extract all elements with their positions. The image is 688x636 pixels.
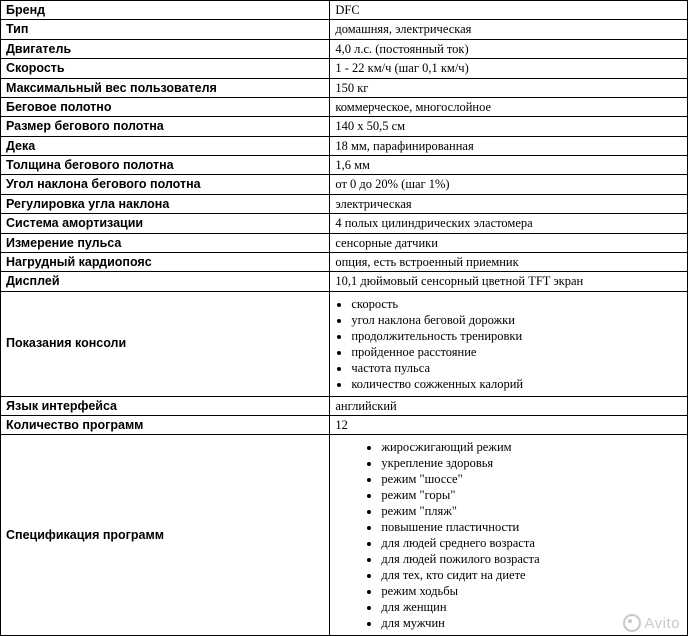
row-value xyxy=(330,291,688,396)
row-value: сенсорные датчики xyxy=(330,233,688,252)
row-label: Тип xyxy=(1,20,330,39)
row-value: домашняя, электрическая xyxy=(330,20,688,39)
row-label: Размер бегового полотна xyxy=(1,117,330,136)
table-row xyxy=(1,78,688,97)
row-label: Бренд xyxy=(1,1,330,20)
console-readouts-list xyxy=(335,296,682,392)
row-value: коммерческое, многослойное xyxy=(330,97,688,116)
row-value: 18 мм, парафинированная xyxy=(330,136,688,155)
row-value: 4,0 л.с. (постоянный ток) xyxy=(330,39,688,58)
list-item: • для женщин xyxy=(381,599,682,615)
list-item: • режим "пляж" xyxy=(381,503,682,519)
table-row xyxy=(1,291,688,396)
list-item: • пройденное расстояние xyxy=(351,344,682,360)
list-item: • продолжительность тренировки xyxy=(351,328,682,344)
list-item: • режим "горы" xyxy=(381,487,682,503)
row-label: Максимальный вес пользователя xyxy=(1,78,330,97)
row-value: 150 кг xyxy=(330,78,688,97)
row-value: 1,6 мм xyxy=(330,156,688,175)
row-label: Дисплей xyxy=(1,272,330,291)
row-label: Язык интерфейса xyxy=(1,396,330,415)
table-row xyxy=(1,272,688,291)
row-value xyxy=(330,435,688,636)
table-row xyxy=(1,20,688,39)
row-label: Система амортизации xyxy=(1,214,330,233)
list-item: • для людей среднего возраста xyxy=(381,535,682,551)
list-item: • для тех, кто сидит на диете xyxy=(381,567,682,583)
row-value: опция, есть встроенный приемник xyxy=(330,252,688,271)
list-item: • для мужчин xyxy=(381,615,682,631)
table-row xyxy=(1,214,688,233)
table-row xyxy=(1,396,688,415)
row-value: DFC xyxy=(330,1,688,20)
row-value: 10,1 дюймовый сенсорный цветной TFT экран xyxy=(330,272,688,291)
list-item: • угол наклона беговой дорожки xyxy=(351,312,682,328)
row-label: Измерение пульса xyxy=(1,233,330,252)
row-label: Регулировка угла наклона xyxy=(1,194,330,213)
row-label: Нагрудный кардиопояс xyxy=(1,252,330,271)
table-row xyxy=(1,194,688,213)
row-label: Угол наклона бегового полотна xyxy=(1,175,330,194)
row-label: Количество программ xyxy=(1,416,330,435)
row-label: Толщина бегового полотна xyxy=(1,156,330,175)
list-item: • скорость xyxy=(351,296,682,312)
table-body xyxy=(1,1,688,636)
table-row xyxy=(1,252,688,271)
program-specification-list xyxy=(335,439,682,631)
table-row xyxy=(1,156,688,175)
row-value: от 0 до 20% (шаг 1%) xyxy=(330,175,688,194)
table-row xyxy=(1,117,688,136)
list-item: • повышение пластичности xyxy=(381,519,682,535)
table-row xyxy=(1,175,688,194)
row-label: Показания консоли xyxy=(1,291,330,396)
row-value: английский xyxy=(330,396,688,415)
row-value: электрическая xyxy=(330,194,688,213)
row-label: Скорость xyxy=(1,59,330,78)
row-value: 12 xyxy=(330,416,688,435)
row-label: Дека xyxy=(1,136,330,155)
table-row xyxy=(1,233,688,252)
table-row xyxy=(1,39,688,58)
list-item: • частота пульса xyxy=(351,360,682,376)
table-row xyxy=(1,416,688,435)
table-row xyxy=(1,1,688,20)
list-item: • режим ходьбы xyxy=(381,583,682,599)
table-row xyxy=(1,136,688,155)
watermark-label: Avito xyxy=(644,614,680,632)
row-value: 140 х 50,5 см xyxy=(330,117,688,136)
list-item: • для людей пожилого возраста xyxy=(381,551,682,567)
row-label: Беговое полотно xyxy=(1,97,330,116)
table-row xyxy=(1,435,688,636)
table-row xyxy=(1,59,688,78)
table-row xyxy=(1,97,688,116)
list-item: • режим "шоссе" xyxy=(381,471,682,487)
row-value: 1 - 22 км/ч (шаг 0,1 км/ч) xyxy=(330,59,688,78)
row-value: 4 полых цилиндрических эластомера xyxy=(330,214,688,233)
list-item: • укрепление здоровья xyxy=(381,455,682,471)
list-item: • количество сожженных калорий xyxy=(351,376,682,392)
list-item: • жиросжигающий режим xyxy=(381,439,682,455)
row-label: Двигатель xyxy=(1,39,330,58)
row-label: Спецификация программ xyxy=(1,435,330,636)
